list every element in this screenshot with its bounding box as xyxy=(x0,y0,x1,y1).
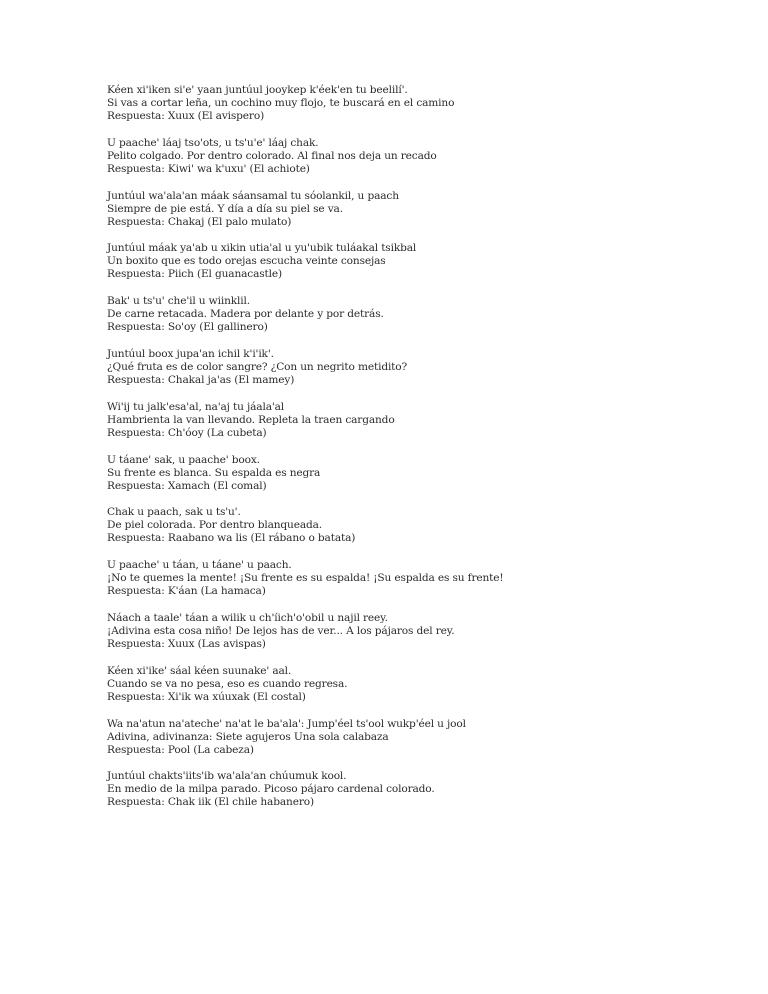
riddle-spanish-text: Pelito colgado. Por dentro colorado. Al final nos deja un recado xyxy=(107,149,437,162)
riddle-item xyxy=(107,401,727,440)
riddle-answer: Respuesta: Ch'óoy (La cubeta) xyxy=(107,426,267,439)
riddle-answer: Respuesta: Xamach (El comal) xyxy=(107,479,267,492)
riddle-item xyxy=(107,84,727,123)
riddle-maya-text: U táane' sak, u paache' boox. xyxy=(107,453,260,466)
riddle-maya-text: Wi'ij tu jalk'esa'al, na'aj tu jáala'al xyxy=(107,400,285,413)
riddle-answer: Respuesta: Piich (El guanacastle) xyxy=(107,268,282,281)
riddle-answer: Respuesta: K'áan (La hamaca) xyxy=(107,585,266,598)
riddle-item xyxy=(107,559,727,598)
riddle-item xyxy=(107,718,727,757)
riddle-item xyxy=(107,770,727,809)
riddle-item xyxy=(107,295,727,334)
riddle-spanish-text: En medio de la milpa parado. Picoso pájaro cardenal colorado. xyxy=(107,783,435,796)
riddle-answer: Respuesta: Chakal ja'as (El mamey) xyxy=(107,373,295,386)
riddle-maya-text: Juntúul boox jupa'an ichil k'i'ik'. xyxy=(107,347,274,360)
riddle-answer: Respuesta: Xuux (El avispero) xyxy=(107,110,265,122)
riddle-maya-text: Chak u paach, sak u ts'u'. xyxy=(107,506,241,519)
riddle-spanish-text: Si vas a cortar leña, un cochino muy flojo, te buscará en el camino xyxy=(107,97,455,109)
riddle-maya-text: Wa na'atun na'ateche' na'at le ba'ala': Jump'éel ts'ool wukp'éel u jool xyxy=(107,717,466,730)
riddle-answer: Respuesta: So'oy (El gallinero) xyxy=(107,321,268,334)
riddle-answer: Respuesta: Chak iik (El chile habanero) xyxy=(107,796,314,809)
riddle-answer: Respuesta: Xuux (Las avispas) xyxy=(107,637,266,650)
riddle-maya-text: Juntúul máak ya'ab u xikin utia'al u yu'ubik tuláakal tsikbal xyxy=(107,242,417,255)
riddle-spanish-text: De piel colorada. Por dentro blanqueada. xyxy=(107,519,323,532)
riddle-answer: Respuesta: Raabano wa lis (El rábano o batata) xyxy=(107,532,356,545)
riddle-item xyxy=(107,242,727,281)
riddle-spanish-text: Hambrienta la van llevando. Repleta la traen cargando xyxy=(107,413,395,426)
riddle-maya-text: U paache' u táan, u táane' u paach. xyxy=(107,559,292,572)
riddle-item xyxy=(107,348,727,387)
riddle-item xyxy=(107,454,727,493)
riddle-item xyxy=(107,190,727,229)
riddle-spanish-text: Adivina, adivinanza: Siete agujeros Una sola calabaza xyxy=(107,730,389,743)
riddle-maya-text: Kéen xi'ike' sáal kéen suunake' aal. xyxy=(107,664,292,677)
riddle-answer: Respuesta: Pool (La cabeza) xyxy=(107,743,254,756)
riddle-item xyxy=(107,506,727,545)
riddle-item xyxy=(107,665,727,704)
riddle-spanish-text: ¡No te quemes la mente! ¡Su frente es su espalda! ¡Su espalda es su frente! xyxy=(107,572,504,585)
riddle-spanish-text: Su frente es blanca. Su espalda es negra xyxy=(107,466,321,479)
riddle-spanish-text: Un boxito que es todo orejas escucha veinte consejas xyxy=(107,255,386,268)
riddle-spanish-text: ¿Qué fruta es de color sangre? ¿Con un negrito metidito? xyxy=(107,360,408,373)
riddle-maya-text: Kéen xi'iken si'e' yaan juntúul jooykep k'éek'en tu beelilí'. xyxy=(107,84,408,96)
riddle-maya-text: U paache' láaj tso'ots, u ts'u'e' láaj chak. xyxy=(107,136,319,149)
riddle-spanish-text: ¡Adivina esta cosa niño! De lejos has de ver... A los pájaros del rey. xyxy=(107,624,455,637)
riddle-maya-text: Náach a taale' táan a wilik u ch'íich'o'obil u najil reey. xyxy=(107,611,388,624)
riddle-answer: Respuesta: Kiwi' wa k'uxu' (El achiote) xyxy=(107,162,310,175)
riddle-answer: Respuesta: Chakaj (El palo mulato) xyxy=(107,215,292,228)
riddle-answer: Respuesta: Xi'ik wa xúuxak (El costal) xyxy=(107,690,306,703)
riddle-maya-text: Juntúul wa'ala'an máak sáansamal tu sóolankil, u paach xyxy=(107,189,399,202)
riddle-document xyxy=(107,84,727,823)
riddle-spanish-text: Cuando se va no pesa, eso es cuando regresa. xyxy=(107,677,348,690)
riddle-item xyxy=(107,612,727,651)
riddle-spanish-text: Siempre de pie está. Y día a día su piel se va. xyxy=(107,202,343,215)
riddle-item xyxy=(107,137,727,176)
riddle-maya-text: Juntúul chakts'iits'ib wa'ala'an chúumuk kool. xyxy=(107,770,347,783)
riddle-spanish-text: De carne retacada. Madera por delante y por detrás. xyxy=(107,308,384,321)
riddle-maya-text: Bak' u ts'u' che'il u wiinklil. xyxy=(107,295,250,308)
